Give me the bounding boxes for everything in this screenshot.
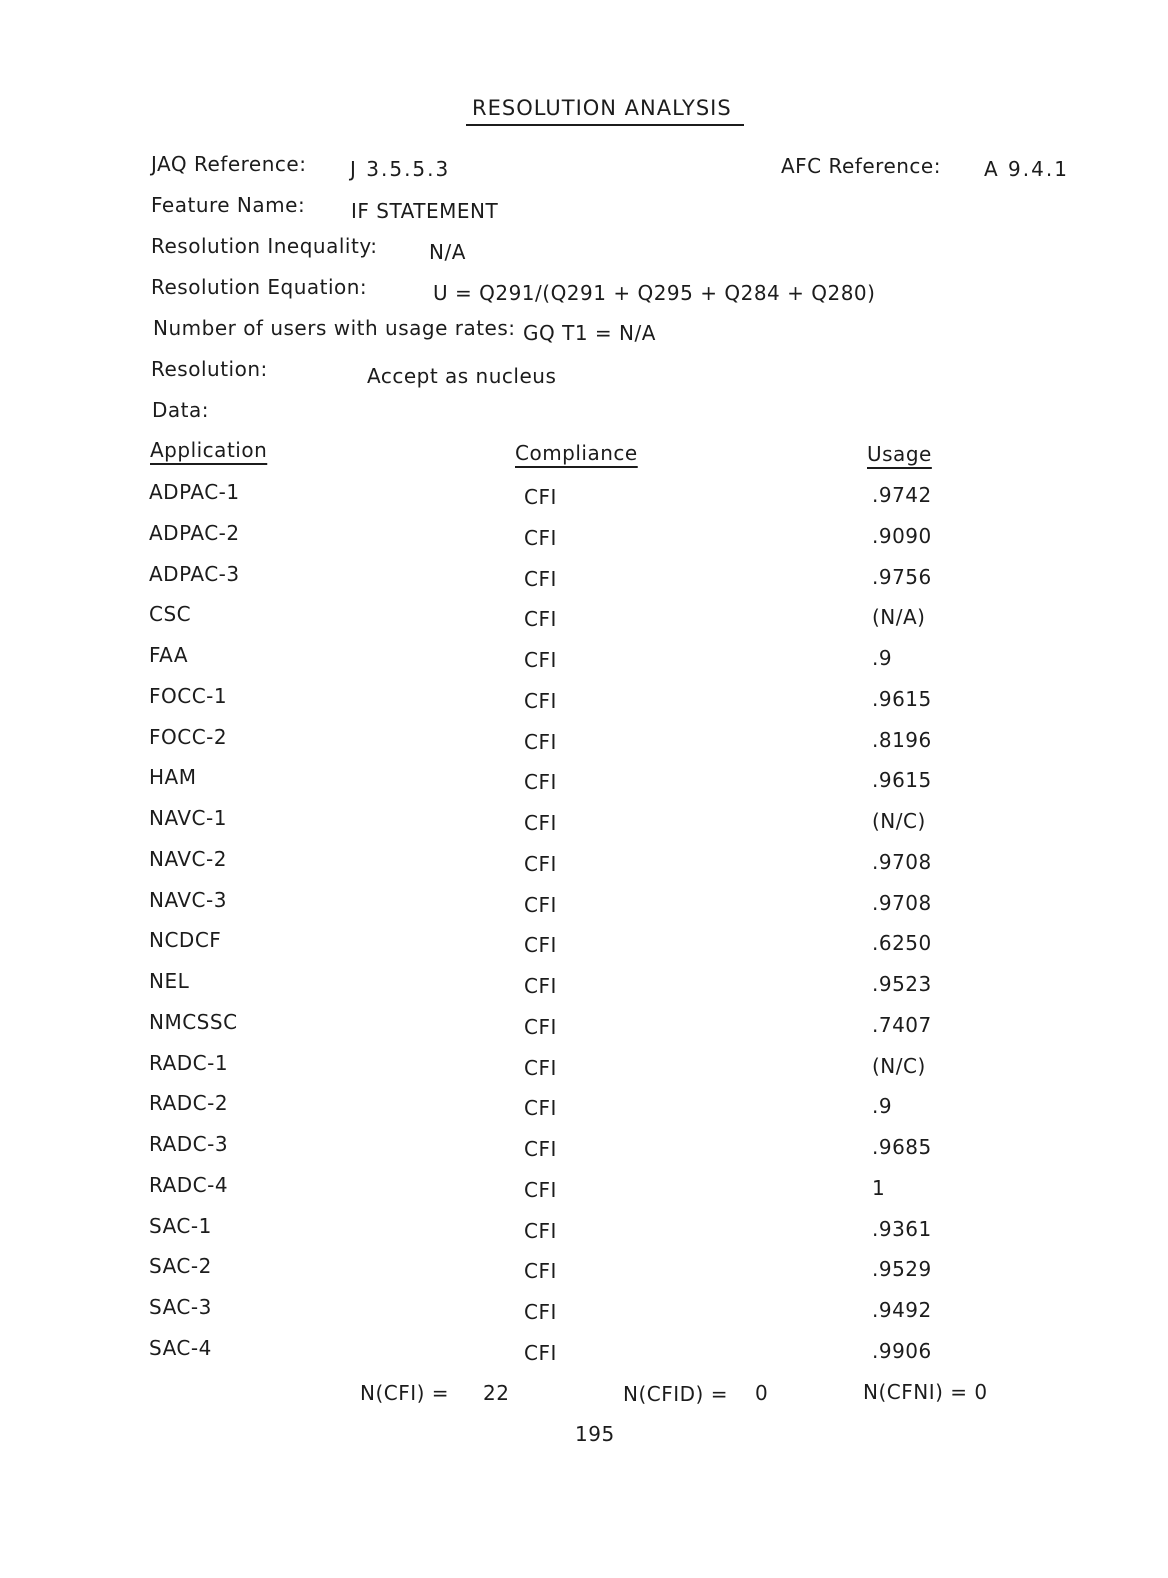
row-compliance: CFI bbox=[524, 1137, 557, 1161]
resolution-value: Accept as nucleus bbox=[367, 364, 557, 388]
row-application: SAC-2 bbox=[149, 1254, 212, 1278]
row-application: ADPAC-2 bbox=[149, 521, 240, 545]
column-header-usage: Usage bbox=[867, 442, 932, 466]
title-underline bbox=[466, 124, 744, 126]
row-usage: (N/C) bbox=[872, 1054, 926, 1078]
row-compliance: CFI bbox=[524, 1096, 557, 1120]
row-application: SAC-3 bbox=[149, 1295, 212, 1319]
jaq-reference-value: J 3.5.5.3 bbox=[350, 157, 451, 181]
resolution-label: Resolution: bbox=[151, 357, 268, 381]
users-usage-label: Number of users with usage rates: bbox=[153, 316, 516, 340]
total-cfni: N(CFNI) = 0 bbox=[863, 1380, 988, 1404]
row-compliance: CFI bbox=[524, 1219, 557, 1243]
row-application: FOCC-2 bbox=[149, 725, 228, 749]
row-application: RADC-2 bbox=[149, 1091, 229, 1115]
row-compliance: CFI bbox=[524, 1341, 557, 1365]
row-application: NAVC-2 bbox=[149, 847, 227, 871]
feature-name-label: Feature Name: bbox=[151, 193, 306, 217]
resolution-equation-value: U = Q291/(Q291 + Q295 + Q284 + Q280) bbox=[433, 281, 876, 305]
row-application: NEL bbox=[149, 969, 190, 993]
row-compliance: CFI bbox=[524, 933, 557, 957]
row-usage: .8196 bbox=[872, 728, 932, 752]
row-usage: .9492 bbox=[872, 1298, 932, 1322]
row-usage: .9906 bbox=[872, 1339, 932, 1363]
table-row bbox=[0, 1254, 1168, 1284]
row-application: NCDCF bbox=[149, 928, 222, 952]
row-application: RADC-3 bbox=[149, 1132, 229, 1156]
table-row bbox=[0, 1295, 1168, 1325]
jaq-reference-label: JAQ Reference: bbox=[151, 152, 307, 176]
row-compliance: CFI bbox=[524, 770, 557, 794]
row-compliance: CFI bbox=[524, 1015, 557, 1039]
row-usage: (N/C) bbox=[872, 809, 926, 833]
row-application: NAVC-1 bbox=[149, 806, 227, 830]
table-row bbox=[0, 765, 1168, 795]
row-usage: .9 bbox=[872, 646, 893, 670]
table-row bbox=[0, 602, 1168, 632]
row-application: NAVC-3 bbox=[149, 888, 227, 912]
table-row bbox=[0, 928, 1168, 958]
row-application: SAC-4 bbox=[149, 1336, 212, 1360]
afc-reference-label: AFC Reference: bbox=[781, 154, 941, 178]
row-usage: .9708 bbox=[872, 850, 932, 874]
row-application: RADC-1 bbox=[149, 1051, 229, 1075]
page-title: RESOLUTION ANALYSIS bbox=[472, 96, 732, 120]
feature-name-value: IF STATEMENT bbox=[351, 199, 499, 223]
total-cfi-label: N(CFI) = bbox=[360, 1381, 450, 1405]
row-usage: .9756 bbox=[872, 565, 932, 589]
table-row bbox=[0, 806, 1168, 836]
row-compliance: CFI bbox=[524, 689, 557, 713]
row-compliance: CFI bbox=[524, 811, 557, 835]
table-row bbox=[0, 562, 1168, 592]
row-usage: .9615 bbox=[872, 768, 932, 792]
row-usage: (N/A) bbox=[872, 605, 926, 629]
row-compliance: CFI bbox=[524, 893, 557, 917]
row-usage: .7407 bbox=[872, 1013, 932, 1037]
users-usage-value: GQ T1 = N/A bbox=[523, 321, 656, 345]
row-compliance: CFI bbox=[524, 852, 557, 876]
row-application: HAM bbox=[149, 765, 197, 789]
table-row bbox=[0, 888, 1168, 918]
row-usage: .9 bbox=[872, 1094, 893, 1118]
row-compliance: CFI bbox=[524, 1178, 557, 1202]
table-row bbox=[0, 480, 1168, 510]
total-cfid-value: 0 bbox=[755, 1381, 769, 1405]
table-row bbox=[0, 643, 1168, 673]
table-row bbox=[0, 847, 1168, 877]
row-usage: .9685 bbox=[872, 1135, 932, 1159]
row-usage: .9090 bbox=[872, 524, 932, 548]
row-compliance: CFI bbox=[524, 730, 557, 754]
table-row bbox=[0, 1132, 1168, 1162]
table-row bbox=[0, 1214, 1168, 1244]
row-usage: .9523 bbox=[872, 972, 932, 996]
row-application: CSC bbox=[149, 602, 192, 626]
row-compliance: CFI bbox=[524, 1300, 557, 1324]
column-header-compliance: Compliance bbox=[515, 441, 638, 465]
total-cfid-label: N(CFID) = bbox=[623, 1382, 728, 1406]
row-usage: 1 bbox=[872, 1176, 886, 1200]
row-application: ADPAC-1 bbox=[149, 480, 240, 504]
column-header-application: Application bbox=[150, 438, 268, 462]
afc-reference-value: A 9.4.1 bbox=[984, 157, 1069, 181]
total-cfi-value: 22 bbox=[483, 1381, 510, 1405]
row-usage: .9615 bbox=[872, 687, 932, 711]
table-row bbox=[0, 521, 1168, 551]
row-compliance: CFI bbox=[524, 607, 557, 631]
row-compliance: CFI bbox=[524, 485, 557, 509]
table-row bbox=[0, 1336, 1168, 1366]
row-usage: .9742 bbox=[872, 483, 932, 507]
row-compliance: CFI bbox=[524, 526, 557, 550]
table-row bbox=[0, 1091, 1168, 1121]
row-application: NMCSSC bbox=[149, 1010, 238, 1034]
row-application: ADPAC-3 bbox=[149, 562, 240, 586]
row-compliance: CFI bbox=[524, 974, 557, 998]
row-usage: .9361 bbox=[872, 1217, 932, 1241]
table-row bbox=[0, 684, 1168, 714]
row-application: RADC-4 bbox=[149, 1173, 229, 1197]
table-row bbox=[0, 1051, 1168, 1081]
row-application: SAC-1 bbox=[149, 1214, 212, 1238]
data-label: Data: bbox=[152, 398, 209, 422]
resolution-inequality-label: Resolution Inequality: bbox=[151, 234, 378, 258]
table-row bbox=[0, 1010, 1168, 1040]
table-row bbox=[0, 1173, 1168, 1203]
row-application: FOCC-1 bbox=[149, 684, 228, 708]
resolution-inequality-value: N/A bbox=[429, 240, 466, 264]
row-compliance: CFI bbox=[524, 648, 557, 672]
resolution-equation-label: Resolution Equation: bbox=[151, 275, 368, 299]
table-row bbox=[0, 969, 1168, 999]
page-number: 195 bbox=[575, 1422, 615, 1446]
row-usage: .9708 bbox=[872, 891, 932, 915]
row-compliance: CFI bbox=[524, 1056, 557, 1080]
row-compliance: CFI bbox=[524, 1259, 557, 1283]
table-row bbox=[0, 725, 1168, 755]
row-usage: .9529 bbox=[872, 1257, 932, 1281]
row-application: FAA bbox=[149, 643, 189, 667]
row-usage: .6250 bbox=[872, 931, 932, 955]
row-compliance: CFI bbox=[524, 567, 557, 591]
